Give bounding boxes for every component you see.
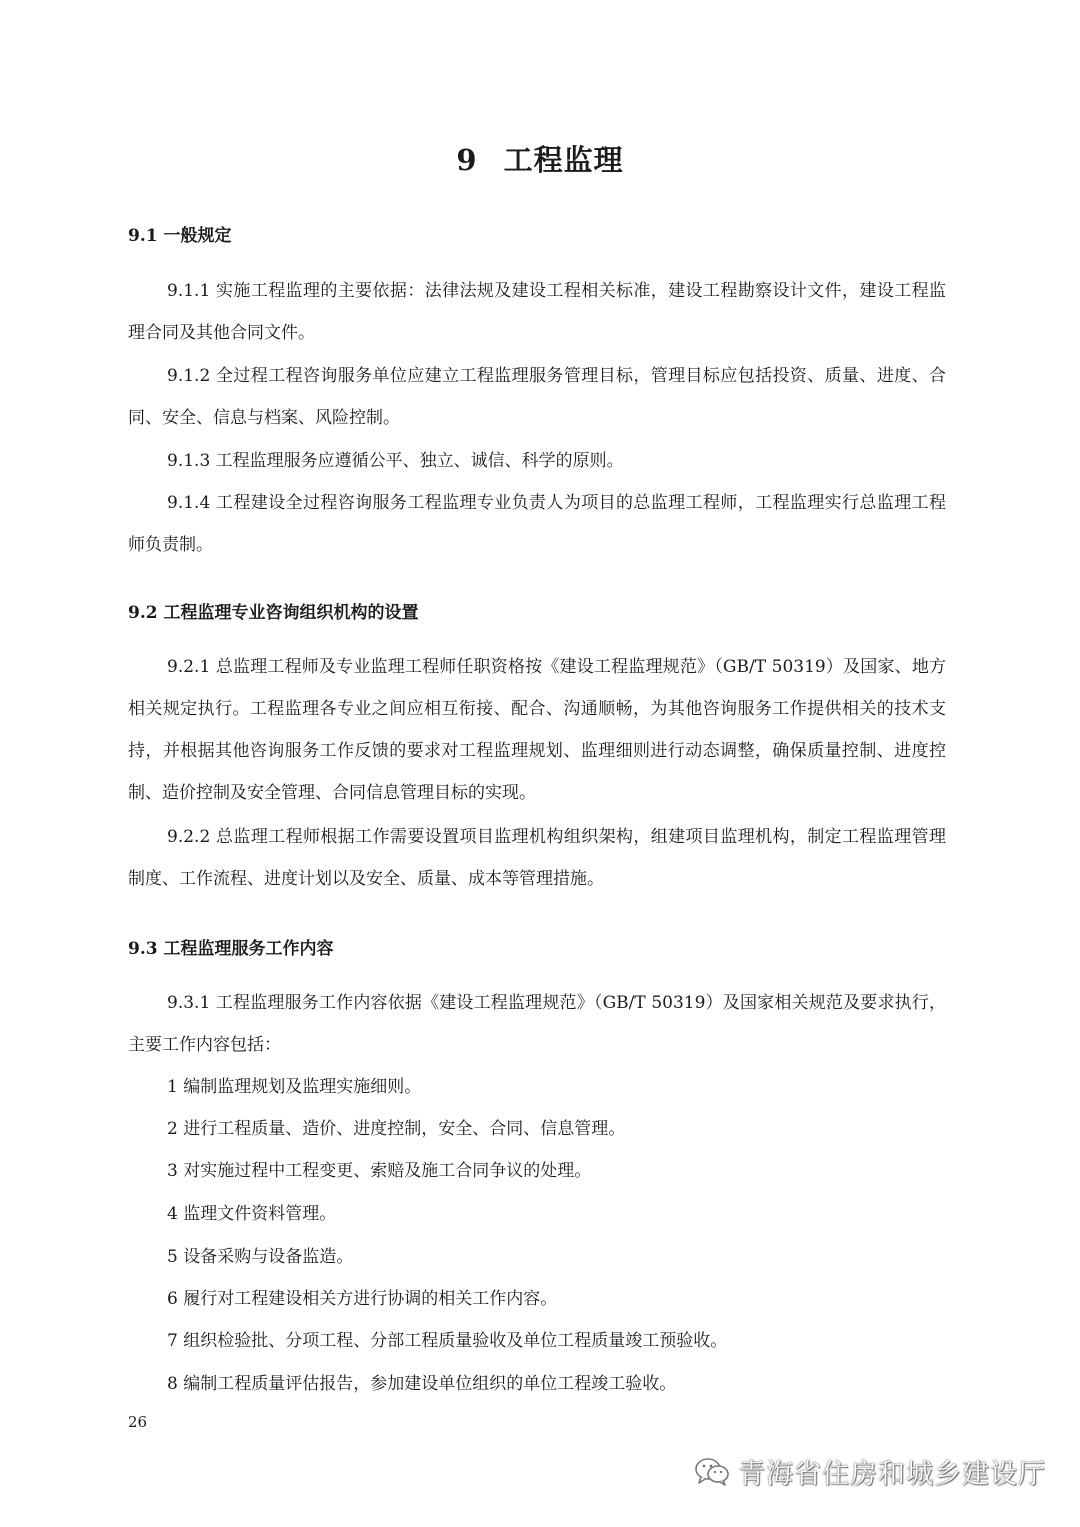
paragraph-9-1-2: 9.1.2 全过程工程咨询服务单位应建立工程监理服务管理目标，管理目标应包括投资、质量、进度、合同、安全、信息与档案、风险控制。 (128, 366, 946, 428)
list-item: 8 编制工程质量评估报告，参加建设单位组织的单位工程竣工验收。 (167, 1374, 677, 1394)
list-item: 6 履行对工程建设相关方进行协调的相关工作内容。 (167, 1289, 558, 1309)
list-item: 7 组织检验批、分项工程、分部工程质量验收及单位工程质量竣工预验收。 (167, 1331, 728, 1351)
watermark-text: 青海省住房和城乡建设厅 (738, 1459, 1046, 1490)
list-item: 2 进行工程质量、造价、进度控制，安全、合同、信息管理。 (167, 1119, 626, 1139)
page-number: 26 (128, 1413, 148, 1431)
section-heading-9-2: 9.2 工程监理专业咨询组织机构的设置 (128, 603, 419, 623)
list-item: 1 编制监理规划及监理实施细则。 (167, 1077, 422, 1097)
section-heading-9-3: 9.3 工程监理服务工作内容 (128, 939, 334, 959)
watermark (694, 1452, 1046, 1491)
section-heading-9-1: 9.1 一般规定 (128, 226, 232, 246)
paragraph-9-1-1: 9.1.1 实施工程监理的主要依据：法律法规及建设工程相关标准，建设工程勘察设计文件，建设工程监理合同及其他合同文件。 (128, 281, 946, 343)
paragraph-9-2-2: 9.2.2 总监理工程师根据工作需要设置项目监理机构组织架构，组建项目监理机构，制定工程监理管理制度、工作流程、进度计划以及安全、质量、成本等管理措施。 (128, 827, 946, 889)
list-item: 5 设备采购与设备监造。 (167, 1247, 354, 1267)
chapter-number: 9 (456, 143, 478, 177)
paragraph-9-3-1: 9.3.1 工程监理服务工作内容依据《建设工程监理规范》（GB/T 50319）及国家相关规范及要求执行，主要工作内容包括： (128, 993, 946, 1055)
chapter-title (0, 138, 1080, 179)
list-item: 4 监理文件资料管理。 (167, 1204, 337, 1224)
chapter-title-text: 工程监理 (503, 143, 624, 177)
list-item: 3 对实施过程中工程变更、索赔及施工合同争议的处理。 (167, 1161, 592, 1181)
paragraph-9-1-4: 9.1.4 工程建设全过程咨询服务工程监理专业负责人为项目的总监理工程师，工程监理实行总监理工程师负责制。 (128, 493, 946, 555)
paragraph-9-2-1: 9.2.1 总监理工程师及专业监理工程师任职资格按《建设工程监理规范》（GB/T 50319）及国家、地方相关规定执行。工程监理各专业之间应相互衔接、配合、沟通顺畅，为其他咨询服务工作提供相关的技术支持，并根据其他咨询服务工作反馈的要求对工程监理规划、监理细则进行动态调整，确保质量控制、进度控制、造价控制及安全管理、合同信息管理目标的实现。 (128, 657, 946, 803)
wechat-icon (694, 1457, 730, 1487)
paragraph-9-1-3: 9.1.3 工程监理服务应遵循公平、独立、诚信、科学的原则。 (167, 451, 624, 471)
